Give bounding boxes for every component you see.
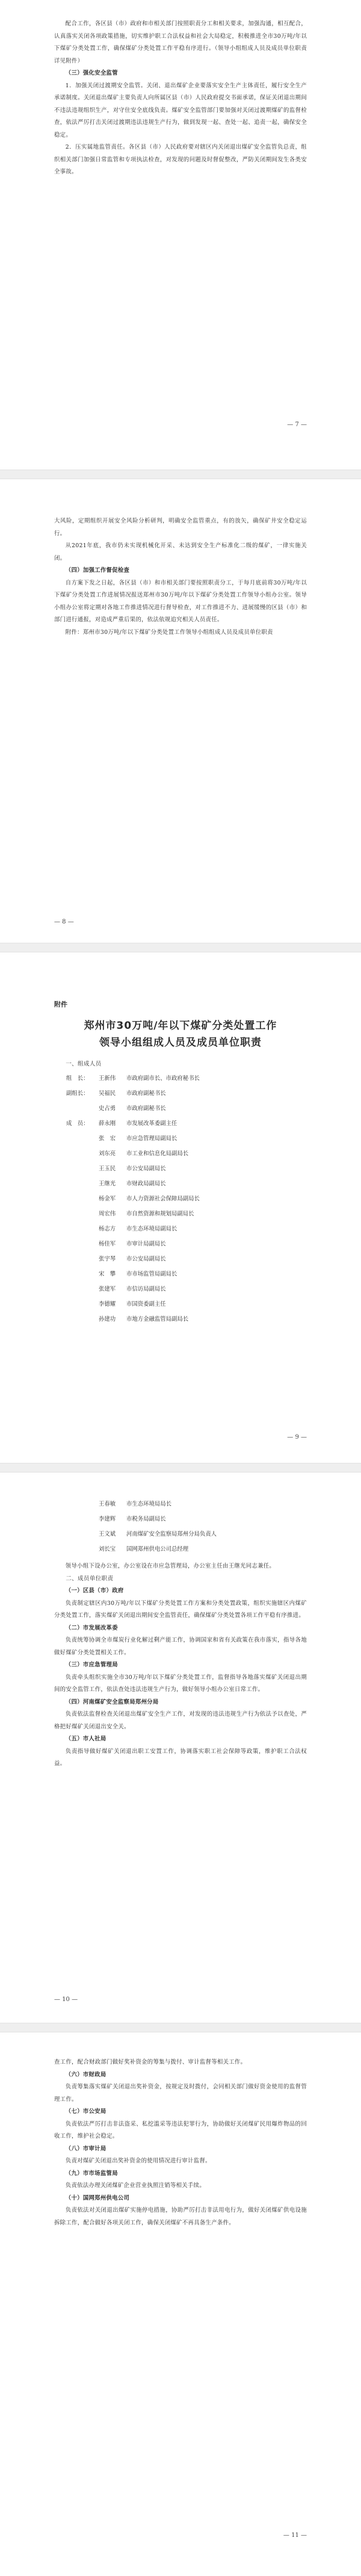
member-role xyxy=(66,1176,99,1191)
member-role xyxy=(66,1161,99,1176)
member-name: 宋 攀 xyxy=(99,1270,116,1277)
member-name: 史占勇 xyxy=(99,1105,116,1112)
subsection-heading: （六）市财政局 xyxy=(65,2071,106,2078)
document-page-9 xyxy=(0,952,361,1463)
member-duty: 市工业和信息化局副局长 xyxy=(126,1150,189,1157)
member-duty: 市地方金融监管局副局长 xyxy=(126,1315,189,1323)
member-duty: 市政府副秘书长 xyxy=(126,1105,166,1112)
member-row xyxy=(66,1206,307,1221)
member-duty: 市国资委副主任 xyxy=(126,1300,166,1308)
member-row xyxy=(99,1527,307,1542)
member-list xyxy=(54,1071,307,1327)
member-name: 吴福民 xyxy=(99,1090,116,1097)
paragraph: 大风险，定期组织开展安全风险分析研判，明确安全监管重点，有的放矢，确保矿井安全稳定运行。 xyxy=(54,518,307,537)
annex-title-line-2: 领导小组组成人员及成员单位职责 xyxy=(99,1037,262,1049)
member-duty: 市税务局副局长 xyxy=(126,1516,166,1522)
page-number: — 7 — xyxy=(287,421,307,428)
member-row xyxy=(66,1297,307,1312)
member-duty: 市人力资源社会保障局副局长 xyxy=(126,1195,200,1202)
paragraph: 负责对煤矿关闭退出奖补资金的使用情况进行审计监督。 xyxy=(65,2158,211,2164)
member-name: 杨金军 xyxy=(99,1195,116,1202)
member-role: 副组长： xyxy=(66,1090,89,1097)
member-role xyxy=(66,1221,99,1237)
subsection-heading: （七）市公安局 xyxy=(65,2108,106,2115)
member-duty: 市政府副秘书长 xyxy=(126,1090,166,1097)
annex-title-line-1: 郑州市30万吨/年以下煤矿分类处置工作 xyxy=(84,1020,277,1032)
paragraph: 自方案下发之日起，各区县（市）和市相关部门要按照职责分工，于每月底前将30万吨/年以下煤矿分类处置工作进展情况报送郑州市30万吨/年以下煤矿分类处置工作领导小组办公室。领导小组办公室将定期对各地工作推进情况进行督导检查，对工作推进不力、进展缓慢的区县（市）和部门进行通报，对造成严重后果的，依法依规追究相关人员责任。 xyxy=(54,579,307,623)
member-role xyxy=(66,1267,99,1282)
member-role xyxy=(66,1101,99,1116)
paragraph: 查工作，配合财政部门做好奖补资金的筹集与拨付、审计监督等相关工作。 xyxy=(54,2059,247,2065)
subsection-heading: （一）区县（市）政府 xyxy=(65,1587,124,1594)
subsection-heading: （四）河南煤矿安全监察局郑州分局 xyxy=(65,1698,159,1705)
member-duty: 河南煤矿安全监察局郑州分局负责人 xyxy=(126,1531,217,1538)
member-role xyxy=(66,1282,99,1297)
paragraph: 负责统筹协调全市煤炭行业化解过剩产能工作，协调国家和省有关政策在我市落实，指导各地做好煤矿分类处置相关工作。 xyxy=(54,1637,307,1656)
paragraph: 负责牵头组织实施全市30万吨/年以下煤矿分类处置工作，监督指导各地落实煤矿关闭退出期间的安全监管工作，依法查处违法违规生产行为，做好领导小组办公室日常工作。 xyxy=(54,1674,307,1693)
member-duty: 市应急管理局副局长 xyxy=(126,1135,177,1142)
member-row xyxy=(66,1282,307,1297)
member-row xyxy=(66,1131,307,1146)
section-heading: 一、组成人员 xyxy=(66,1061,102,1067)
member-row xyxy=(66,1176,307,1191)
member-name: 张 宏 xyxy=(99,1135,116,1142)
member-row xyxy=(99,1512,307,1527)
member-role xyxy=(66,1131,99,1146)
member-duty: 市生态环境局局长 xyxy=(126,1501,172,1507)
paragraph: 1．加强关闭过渡期安全监管。关闭、退出煤矿企业要落实安全生产主体责任，履行安全生产承诺制度。关闭退出煤矿主要负责人向所属区县（市）人民政府提交书面承诺，保证关闭退出期间不违法违规组织生产，对守住安全底线负责。煤矿安全监管部门要加强对关闭过渡期煤矿的监督检查，依法严厉打击关闭过渡期违法违规生产行为，做到发现一起、查处一起、追责一起，确保安全稳定。 xyxy=(54,82,307,138)
member-row xyxy=(66,1267,307,1282)
document-page-11 xyxy=(0,2032,361,2576)
member-row xyxy=(99,1542,307,1557)
member-role xyxy=(66,1191,99,1206)
paragraph: 配合工作，各区县（市）政府和市相关部门按照职责分工和相关要求，加强沟通，相互配合，认真落实关闭各项政策措施，切实维护职工合法权益和社会大局稳定，积极推进全市30万吨/年以下煤矿分类处置工作，确保煤矿分类处置工作平稳有序进行。（领导小组组成人员及成员单位职责详见附件） xyxy=(54,20,307,64)
page-number: — 11 — xyxy=(283,2532,307,2539)
member-role xyxy=(66,1206,99,1221)
member-row xyxy=(66,1221,307,1237)
page-separator xyxy=(0,2023,361,2032)
subsection-heading: （九）市市场监管局 xyxy=(65,2170,118,2177)
member-name: 王新伟 xyxy=(99,1075,116,1082)
member-row xyxy=(66,1161,307,1176)
document-page-8 xyxy=(0,479,361,943)
member-row xyxy=(66,1101,307,1116)
member-name: 王春敏 xyxy=(99,1501,116,1507)
document-page-10 xyxy=(0,1473,361,2023)
member-role: 成 员： xyxy=(66,1120,89,1127)
paragraph: 负责筹集落实煤矿关闭退出奖补资金，按规定及时拨付，会同相关部门做好资金使用的监督管理工作。 xyxy=(54,2084,307,2103)
member-name: 王继光 xyxy=(99,1180,116,1187)
subsection-heading: （五）市人社局 xyxy=(65,1736,106,1742)
subsection-heading: （十）国网郑州供电公司 xyxy=(65,2194,130,2202)
paragraph: 负责指导做好煤矿关闭退出职工安置工作，协调落实职工社会保障等政策，维护职工合法权益。 xyxy=(54,1748,307,1767)
member-duty: 市自然资源和规划局副局长 xyxy=(126,1210,194,1217)
member-duty: 市信访局副局长 xyxy=(126,1285,166,1293)
member-duty: 国网郑州供电公司总经理 xyxy=(126,1546,189,1553)
paragraph: 领导小组下设办公室，办公室设在市应急管理局，办公室主任由王继光同志兼任。 xyxy=(65,1563,276,1569)
member-row xyxy=(99,1497,307,1512)
subsection-heading: （二）市发展改革委 xyxy=(65,1624,118,1631)
subsection-heading: （八）市审计局 xyxy=(65,2145,106,2152)
page-separator xyxy=(0,943,361,952)
member-duty: 市财政局副局长 xyxy=(126,1180,166,1187)
paragraph: 从2021年底，我市仍未实现机械化开采、未达到安全生产标准化二级的煤矿，一律实施关闭。 xyxy=(54,542,307,562)
member-role xyxy=(66,1146,99,1161)
paragraph: 负责依法办理关闭煤矿企业营业执照注销等相关手续。 xyxy=(65,2182,205,2189)
member-row xyxy=(66,1252,307,1267)
page-number: — 9 — xyxy=(287,1434,307,1441)
member-name: 王文斌 xyxy=(99,1531,116,1538)
member-role xyxy=(66,1252,99,1267)
annex-label: 附件 xyxy=(54,1001,67,1008)
member-name: 刘东亮 xyxy=(99,1150,116,1157)
section-heading: 二、成员单位职责 xyxy=(66,1575,114,1582)
paragraph: 负责依法严厉打击非法盗采、私挖滥采等违法犯罪行为，协助做好关闭煤矿民用爆炸物品的回收工作，维护社会稳定。 xyxy=(54,2120,307,2140)
member-row xyxy=(66,1312,307,1327)
member-name: 杨佳军 xyxy=(99,1240,116,1247)
page-separator xyxy=(0,470,361,479)
member-name: 杨志方 xyxy=(99,1225,116,1232)
paragraph: 负责依法监督检查关闭退出煤矿安全生产工作，对发现的违法违规生产行为依法予以查处，严格把好煤矿关闭退出安全关。 xyxy=(54,1711,307,1730)
member-name: 王玉民 xyxy=(99,1165,116,1172)
member-name: 李建辉 xyxy=(99,1516,116,1522)
member-row xyxy=(66,1116,307,1131)
section-heading: （四）加强工作督促检查 xyxy=(65,567,130,574)
member-name: 李德耀 xyxy=(99,1300,116,1308)
member-duty: 市发展改革委副主任 xyxy=(126,1120,177,1127)
subsection-heading: （三）市应急管理局 xyxy=(65,1662,118,1668)
member-row xyxy=(66,1191,307,1206)
document-page-7 xyxy=(0,0,361,470)
member-row xyxy=(66,1086,307,1101)
member-duty: 市生态环境局副局长 xyxy=(126,1225,177,1232)
member-duty: 市市场监管局副局长 xyxy=(126,1270,177,1277)
paragraph: 负责制定辖区内30万吨/年以下煤矿分类处置工作方案和分类处置政策，组织实施辖区内煤矿分类处置工作，落实煤矿关闭退出期间安全监管责任，确保煤矿分类处置各项工作平稳有序推进。 xyxy=(54,1600,307,1619)
member-name: 周宏伟 xyxy=(99,1210,116,1217)
member-name: 薛永刚 xyxy=(99,1120,116,1127)
member-list-continued xyxy=(54,1497,307,1557)
paragraph: 2．压实属地监管责任。各区县（市）人民政府要对辖区内关闭退出煤矿安全监管负总责，组织相关部门加强日常监管和专项执法检查，对发现的问题及时督促整改，严防关闭期间发生各类安全事故。 xyxy=(54,144,307,175)
member-duty: 市公安局副局长 xyxy=(126,1255,166,1262)
attachment-note: 附件：郑州市30万吨/年以下煤矿分类处置工作领导小组组成人员及成员单位职责 xyxy=(65,628,273,636)
member-row xyxy=(66,1146,307,1161)
member-duty: 市政府副市长、市政府秘书长 xyxy=(126,1075,200,1082)
member-role: 组 长： xyxy=(66,1075,89,1082)
page-separator xyxy=(0,1463,361,1473)
member-name: 孙建功 xyxy=(99,1315,116,1323)
member-role xyxy=(66,1312,99,1327)
member-row xyxy=(66,1071,307,1086)
member-role xyxy=(66,1297,99,1312)
member-name: 张宇琴 xyxy=(99,1255,116,1262)
member-role xyxy=(66,1237,99,1252)
paragraph: 负责依法对关闭退出煤矿实施停电措施，协助严厉打击非法用电行为，做好关闭煤矿供电设施拆除工作，配合做好各项关闭工作，确保关闭煤矿不再具备生产条件。 xyxy=(54,2207,307,2226)
member-name: 张建军 xyxy=(99,1285,116,1293)
member-duty: 市审计局副局长 xyxy=(126,1240,166,1247)
section-heading: （三）强化安全监管 xyxy=(65,70,118,76)
member-duty: 市公安局副局长 xyxy=(126,1165,166,1172)
member-row xyxy=(66,1237,307,1252)
member-name: 刘长宝 xyxy=(99,1546,116,1553)
page-number: — 10 — xyxy=(54,1996,78,2003)
page-number: — 8 — xyxy=(54,919,74,925)
